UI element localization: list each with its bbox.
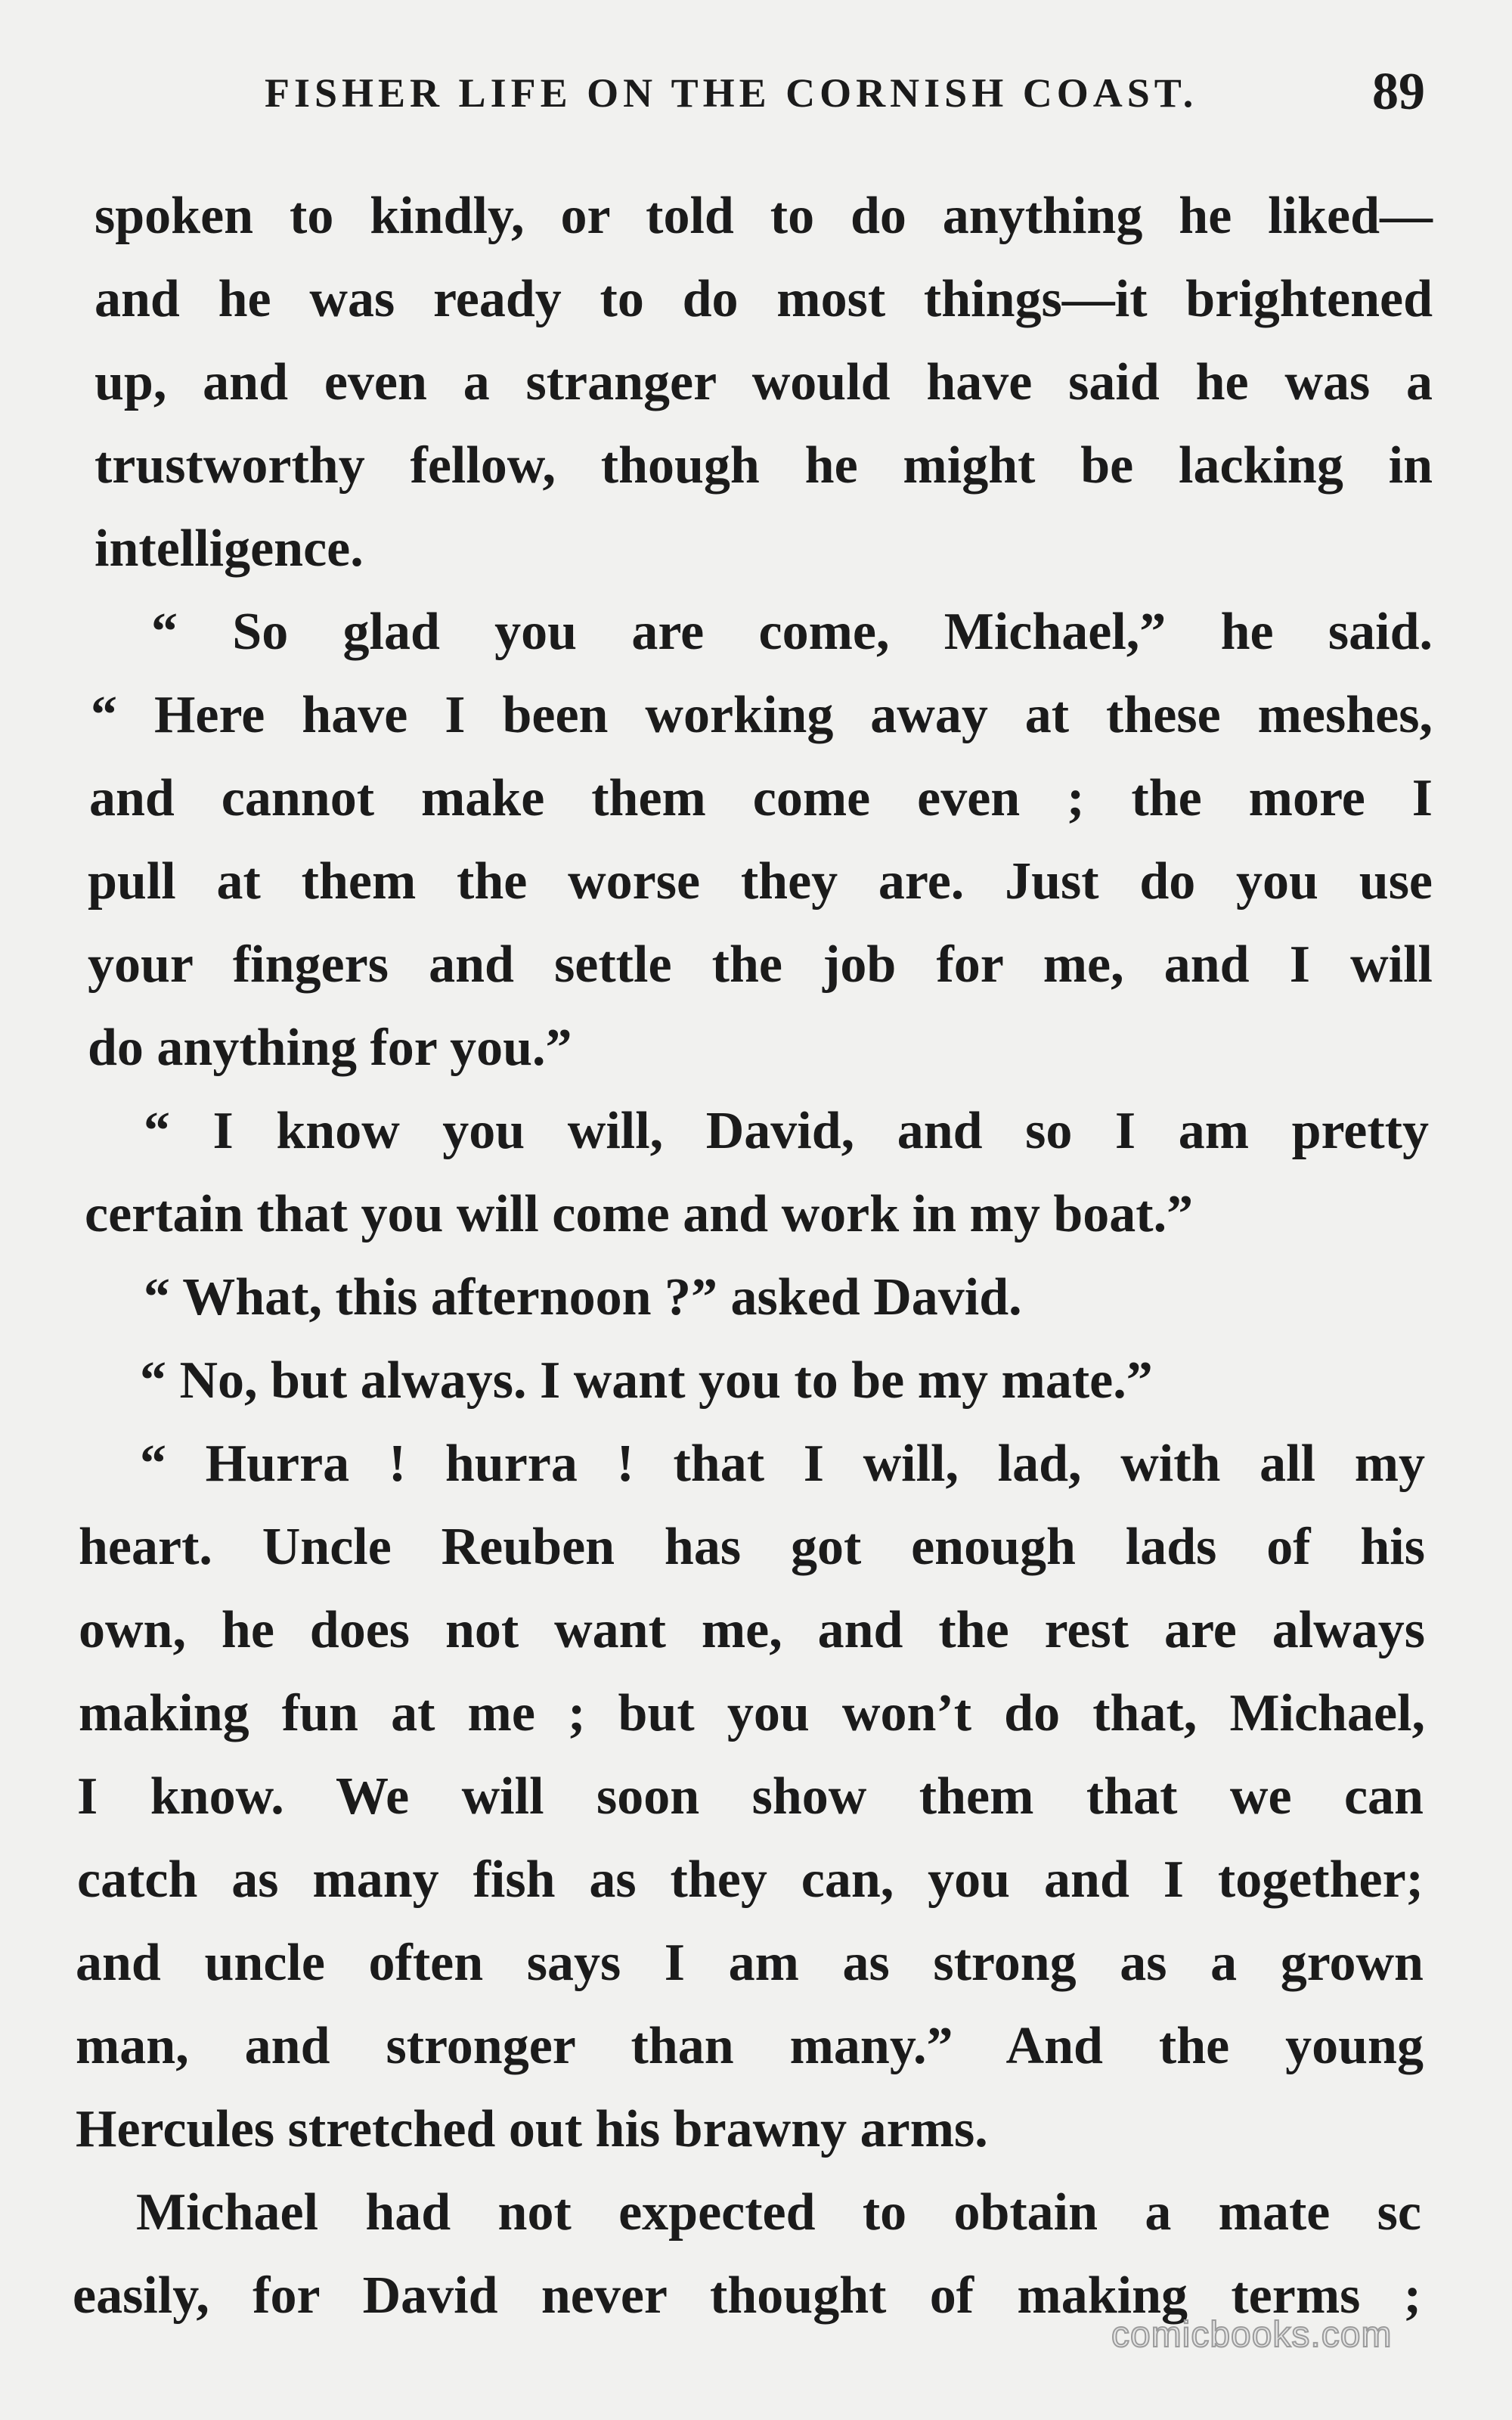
text-line: trustworthy fellow, though he might be lacking in xyxy=(94,436,1433,495)
text-line: pull at them the worse they are. Just do you use xyxy=(88,852,1433,911)
text-line: certain that you will come and work in my boat.” xyxy=(85,1185,1194,1243)
text-line: do anything for you.” xyxy=(88,1019,572,1077)
running-title: FISHER LIFE ON THE CORNISH COAST. xyxy=(265,70,1198,116)
text-line: and he was ready to do most things—it brightened xyxy=(94,270,1433,328)
text-line: easily, for David never thought of making terms ; xyxy=(73,2266,1421,2325)
text-line: spoken to kindly, or told to do anything he liked— xyxy=(94,187,1433,245)
text-line: catch as many fish as they can, you and I together; xyxy=(77,1851,1424,1909)
text-line: and cannot make them come even ; the more I xyxy=(89,769,1433,827)
text-line: heart. Uncle Reuben has got enough lads of his xyxy=(79,1518,1425,1576)
text-line: “ So glad you are come, Michael,” he said. xyxy=(151,603,1433,661)
text-line: “ Here have I been working away at these meshes, xyxy=(91,686,1433,744)
text-line: making fun at me ; but you won’t do that, Michael, xyxy=(79,1684,1425,1742)
watermark: comicbooks.com xyxy=(1111,2315,1393,2355)
text-line: and uncle often says I am as strong as a grown xyxy=(76,1934,1424,1992)
page-number: 89 xyxy=(1372,63,1425,121)
text-line: “ I know you will, David, and so I am pretty xyxy=(144,1102,1429,1160)
text-line: man, and stronger than many.” And the young xyxy=(76,2017,1424,2075)
text-line: up, and even a stranger would have said he was a xyxy=(94,353,1433,411)
text-line: “ No, but always. I want you to be my mate.” xyxy=(140,1351,1153,1410)
text-line: “ Hurra ! hurra ! that I will, lad, with all my xyxy=(140,1435,1425,1493)
text-line: own, he does not want me, and the rest are always xyxy=(79,1601,1425,1659)
text-line: your fingers and settle the job for me, and I will xyxy=(88,935,1433,994)
text-line: Hercules stretched out his brawny arms. xyxy=(76,2100,988,2158)
text-line: I know. We will soon show them that we can xyxy=(77,1767,1424,1826)
text-line: “ What, this afternoon ?” asked David. xyxy=(144,1268,1022,1326)
text-line: intelligence. xyxy=(94,520,364,578)
text-line: Michael had not expected to obtain a mate sc xyxy=(136,2183,1421,2242)
